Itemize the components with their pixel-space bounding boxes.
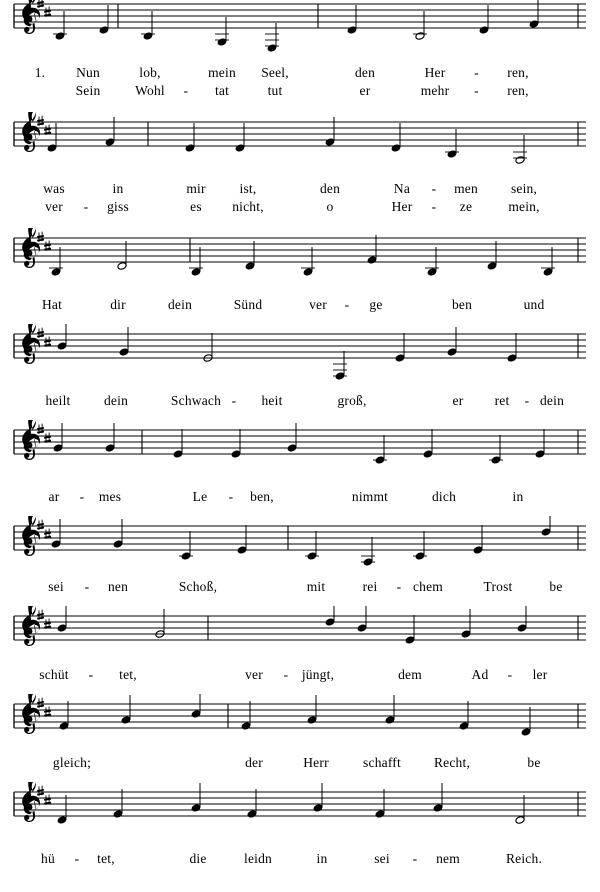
lyric-syllable: be (527, 755, 541, 770)
lyric-syllable: dir (110, 297, 126, 312)
staff-notation (0, 324, 600, 434)
lyric-syllable: nimmt (351, 489, 389, 504)
lyric-hyphen: - (283, 667, 289, 682)
lyric-syllable: ist, (239, 181, 257, 196)
lyric-syllable: ver (309, 297, 327, 312)
lyric-syllable: er (359, 83, 371, 98)
lyric-syllable: ren, (507, 83, 529, 98)
lyric-syllable: dein (539, 393, 565, 408)
lyric-syllable: heilt (45, 393, 71, 408)
lyric-syllable: jüngt, (301, 667, 335, 682)
lyric-line (0, 488, 600, 506)
staff-system (0, 228, 600, 338)
staff-notation (0, 782, 600, 892)
lyric-syllable: Recht, (433, 755, 471, 770)
lyric-syllable: ben (451, 297, 473, 312)
lyric-syllable: nicht, (232, 199, 264, 214)
lyric-hyphen: - (183, 83, 189, 98)
lyric-syllable: tet, (119, 667, 137, 682)
lyric-syllable: nen (107, 579, 129, 594)
lyric-syllable: gleich; (52, 755, 92, 770)
lyric-syllable: es (190, 199, 202, 214)
lyric-line (0, 754, 600, 772)
lyric-syllable: Her (424, 65, 446, 80)
lyric-syllable: chem (412, 579, 444, 594)
lyric-line (0, 578, 600, 596)
staff-system (0, 420, 600, 530)
lyric-line (0, 180, 600, 198)
lyric-line (0, 296, 600, 314)
lyric-syllable: dein (103, 393, 129, 408)
staff-system (0, 782, 600, 892)
lyric-syllable: heit (261, 393, 283, 408)
lyric-syllable: lob, (139, 65, 161, 80)
lyric-syllable: die (189, 851, 207, 866)
lyric-hyphen: - (431, 199, 437, 214)
lyric-syllable: schafft (363, 755, 401, 770)
lyric-syllable: 1. (34, 65, 46, 80)
lyric-syllable: ret (494, 393, 510, 408)
lyric-line (0, 82, 600, 100)
lyric-syllable: ver (245, 667, 263, 682)
lyric-hyphen: - (83, 199, 89, 214)
lyric-hyphen: - (228, 489, 234, 504)
lyric-line (0, 850, 600, 868)
lyric-syllable: mehr (420, 83, 450, 98)
lyric-line (0, 64, 600, 82)
lyric-syllable: Seel, (261, 65, 289, 80)
lyric-syllable: Schoß, (178, 579, 218, 594)
lyric-hyphen: - (524, 393, 530, 408)
lyric-syllable: groß, (337, 393, 367, 408)
lyric-syllable: ze (459, 199, 473, 214)
staff-notation (0, 420, 600, 530)
lyric-hyphen: - (79, 489, 85, 504)
lyric-syllable: rei (362, 579, 378, 594)
lyric-syllable: tut (267, 83, 283, 98)
lyric-syllable: ge (369, 297, 383, 312)
lyric-syllable: den (354, 65, 376, 80)
lyric-syllable: in (112, 181, 124, 196)
lyric-hyphen: - (88, 667, 94, 682)
lyric-syllable: tat (214, 83, 230, 98)
lyric-syllable: leidn (244, 851, 272, 866)
lyric-syllable: ben, (250, 489, 274, 504)
lyric-syllable: sein, (510, 181, 538, 196)
lyric-line (0, 198, 600, 216)
lyric-syllable: was (43, 181, 65, 196)
lyric-hyphen: - (396, 579, 402, 594)
lyric-hyphen: - (412, 851, 418, 866)
lyric-syllable: Hat (41, 297, 63, 312)
lyric-syllable: o (326, 199, 334, 214)
lyric-hyphen: - (474, 83, 479, 98)
lyric-syllable: ler (532, 667, 548, 682)
lyric-syllable: er (452, 393, 464, 408)
lyric-syllable: giss (107, 199, 129, 214)
lyric-syllable: Na (393, 181, 411, 196)
lyric-syllable: mes (98, 489, 122, 504)
lyric-syllable: mein, (508, 199, 540, 214)
lyric-syllable: ren, (507, 65, 529, 80)
lyric-syllable: men (454, 181, 478, 196)
lyric-syllable: Schwach (170, 393, 222, 408)
lyric-syllable: und (523, 297, 545, 312)
lyric-syllable: tet, (97, 851, 115, 866)
lyric-syllable: Ad (471, 667, 489, 682)
lyric-syllable: Sünd (233, 297, 263, 312)
lyric-line (0, 392, 600, 410)
lyric-syllable: Le (192, 489, 208, 504)
lyric-syllable: Trost (483, 579, 513, 594)
lyric-hyphen: - (507, 667, 513, 682)
lyric-syllable: ver (45, 199, 63, 214)
staff-notation (0, 228, 600, 338)
lyric-hyphen: - (231, 393, 237, 408)
lyric-syllable: mein (208, 65, 236, 80)
lyric-syllable: schüt (39, 667, 69, 682)
lyric-syllable: nem (436, 851, 460, 866)
lyric-syllable: sei (48, 579, 64, 594)
lyric-syllable: Nun (76, 65, 100, 80)
lyric-hyphen: - (74, 851, 80, 866)
lyric-syllable: Her (391, 199, 413, 214)
lyric-syllable: Sein (75, 83, 101, 98)
lyric-syllable: dein (167, 297, 193, 312)
lyric-syllable: mit (306, 579, 326, 594)
lyric-syllable: Reich. (505, 851, 543, 866)
lyric-syllable: hü (41, 851, 55, 866)
lyric-syllable: Wohl (135, 83, 165, 98)
lyric-hyphen: - (84, 579, 90, 594)
lyric-syllable: dem (398, 667, 422, 682)
lyric-syllable: ar (48, 489, 60, 504)
lyric-syllable: Herr (303, 755, 329, 770)
lyric-syllable: be (549, 579, 563, 594)
lyric-syllable: sei (374, 851, 390, 866)
lyric-syllable: in (316, 851, 328, 866)
lyric-hyphen: - (344, 297, 350, 312)
lyric-hyphen: - (431, 181, 437, 196)
lyric-syllable: mir (186, 181, 206, 196)
lyric-hyphen: - (474, 65, 479, 80)
lyric-syllable: dich (431, 489, 457, 504)
lyric-syllable: den (319, 181, 341, 196)
lyric-syllable: in (512, 489, 524, 504)
lyric-line (0, 666, 600, 684)
staff-system (0, 324, 600, 434)
lyric-syllable: der (245, 755, 263, 770)
